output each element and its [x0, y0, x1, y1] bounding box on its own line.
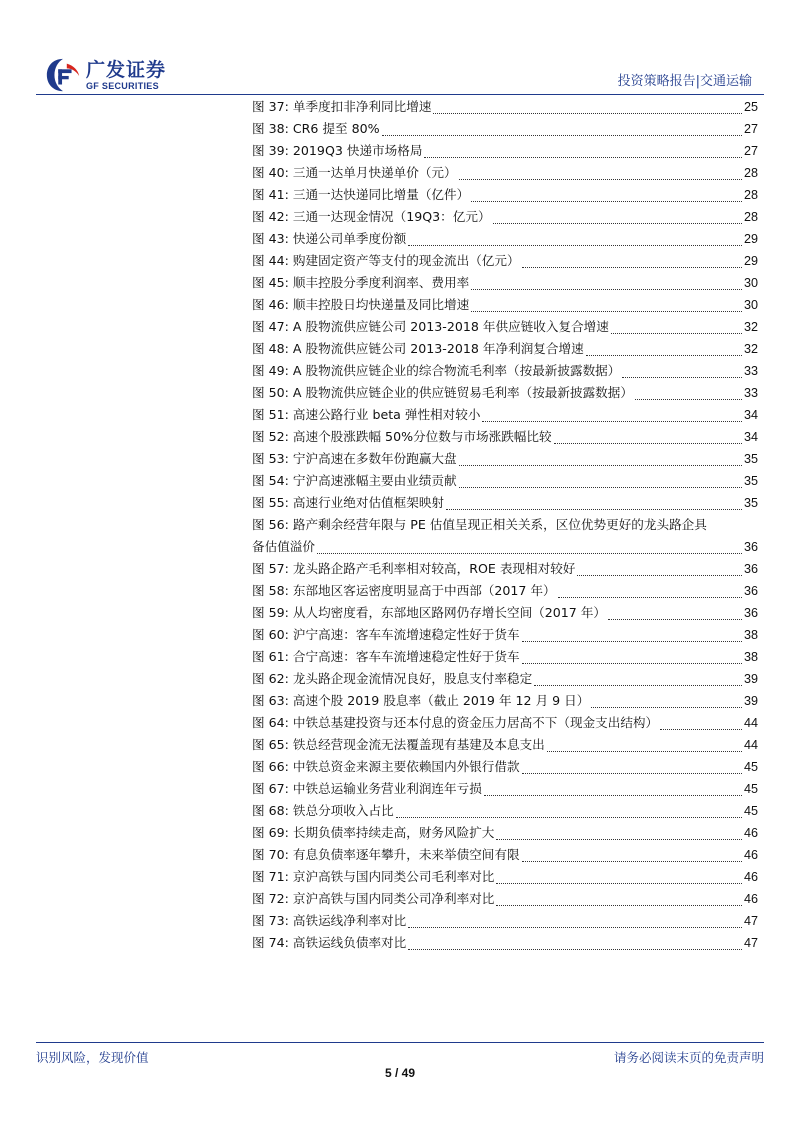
toc-figure-label: 图 57: — [252, 561, 289, 576]
toc-figure-label: 图 66: — [252, 759, 289, 774]
toc-figure-label: 图 56: — [252, 517, 289, 532]
toc-dot-leader — [522, 759, 742, 774]
toc-figure-title: 宁沪高速涨幅主要由业绩贡献 — [292, 473, 457, 488]
toc-row[interactable] — [252, 668, 758, 690]
toc-row[interactable] — [252, 910, 758, 932]
toc-figure-title: A 股物流供应链公司 2013-2018 年供应链收入复合增速 — [292, 319, 609, 334]
toc-page-number: 46 — [743, 892, 758, 906]
toc-figure-title: 中铁总基建投资与还本付息的资金压力居高不下（现金支出结构） — [292, 715, 659, 730]
toc-dot-leader — [522, 649, 742, 664]
company-logo — [44, 54, 166, 96]
gf-logo-icon — [44, 56, 82, 94]
toc-figure-title: 顺丰控股日均快递量及同比增速 — [292, 297, 470, 312]
toc-dot-leader — [522, 847, 742, 862]
toc-row[interactable] — [252, 404, 758, 426]
toc-dot-leader — [577, 561, 742, 576]
toc-row[interactable] — [252, 844, 758, 866]
toc-dot-leader — [459, 473, 742, 488]
toc-dot-leader — [471, 187, 742, 202]
toc-figure-title: 宁沪高速在多数年份跑赢大盘 — [292, 451, 457, 466]
toc-figure-title: 龙头路企路产毛利率相对较高，ROE 表现相对较好 — [292, 561, 576, 576]
toc-dot-leader — [522, 627, 742, 642]
toc-dot-leader — [482, 407, 742, 422]
toc-row[interactable] — [252, 184, 758, 206]
toc-page-number: 33 — [743, 386, 758, 400]
toc-dot-leader — [558, 583, 742, 598]
toc-row[interactable] — [252, 316, 758, 338]
toc-row[interactable] — [252, 558, 758, 580]
toc-row[interactable] — [252, 162, 758, 184]
toc-figure-label: 图 73: — [252, 913, 289, 928]
toc-page-number: 32 — [743, 342, 758, 356]
toc-row[interactable] — [252, 228, 758, 250]
toc-page-number: 36 — [743, 584, 758, 598]
toc-figure-title: CR6 提至 80% — [292, 121, 380, 136]
toc-figure-label: 图 51: — [252, 407, 289, 422]
toc-figure-label: 图 45: — [252, 275, 289, 290]
toc-page-number: 25 — [743, 100, 758, 114]
toc-dot-leader — [317, 539, 742, 554]
toc-figure-label: 图 42: — [252, 209, 289, 224]
toc-figure-label: 图 63: — [252, 693, 289, 708]
toc-figure-title: 顺丰控股分季度利润率、费用率 — [292, 275, 470, 290]
toc-row[interactable] — [252, 734, 758, 756]
toc-row[interactable] — [252, 712, 758, 734]
toc-figure-label: 图 53: — [252, 451, 289, 466]
toc-row[interactable] — [252, 470, 758, 492]
toc-page-number: 28 — [743, 188, 758, 202]
toc-figure-label: 图 40: — [252, 165, 289, 180]
toc-dot-leader — [660, 715, 742, 730]
toc-dot-leader — [471, 297, 742, 312]
toc-dot-leader — [484, 781, 742, 796]
toc-figure-title: 中铁总运输业务营业利润连年亏损 — [292, 781, 482, 796]
toc-figure-label: 图 64: — [252, 715, 289, 730]
toc-row[interactable] — [252, 646, 758, 668]
toc-dot-leader — [496, 869, 742, 884]
toc-figure-title: 高铁运线负债率对比 — [292, 935, 407, 950]
toc-row[interactable] — [252, 888, 758, 910]
toc-row[interactable] — [252, 800, 758, 822]
toc-figure-title: 京沪高铁与国内同类公司毛利率对比 — [292, 869, 495, 884]
toc-page-number: 27 — [743, 122, 758, 136]
page-header — [36, 52, 764, 98]
toc-page-number: 39 — [743, 694, 758, 708]
toc-figure-title: 铁总经营现金流无法覆盖现有基建及本息支出 — [292, 737, 545, 752]
toc-page-number: 35 — [743, 474, 758, 488]
toc-row[interactable] — [252, 96, 758, 118]
toc-figure-title: 高速行业绝对估值框架映射 — [292, 495, 445, 510]
toc-figure-label: 图 65: — [252, 737, 289, 752]
toc-figure-label: 图 39: — [252, 143, 289, 158]
toc-page-number: 35 — [743, 452, 758, 466]
toc-row[interactable] — [252, 602, 758, 624]
toc-figure-label: 图 54: — [252, 473, 289, 488]
toc-dot-leader — [496, 891, 742, 906]
toc-figure-label: 图 60: — [252, 627, 289, 642]
toc-row[interactable] — [252, 448, 758, 470]
toc-figure-title: 有息负债率逐年攀升，未来举债空间有限 — [292, 847, 520, 862]
toc-page-number: 36 — [743, 562, 758, 576]
toc-figure-label: 图 50: — [252, 385, 289, 400]
toc-figure-title: 快递公司单季度份额 — [292, 231, 407, 246]
toc-figure-label: 图 38: — [252, 121, 289, 136]
toc-row[interactable] — [252, 514, 758, 558]
toc-dot-leader — [591, 693, 742, 708]
toc-row[interactable] — [252, 624, 758, 646]
toc-figure-label: 图 41: — [252, 187, 289, 202]
footer-divider — [36, 1042, 764, 1043]
toc-figure-label: 图 48: — [252, 341, 289, 356]
toc-figure-title: 三通一达单月快递单价（元） — [292, 165, 457, 180]
toc-figure-title: 合宁高速：客车车流增速稳定性好于货车 — [292, 649, 520, 664]
toc-figure-label: 图 52: — [252, 429, 289, 444]
toc-figure-title: 高速公路行业 beta 弹性相对较小 — [292, 407, 481, 422]
toc-row[interactable] — [252, 250, 758, 272]
toc-dot-leader — [459, 165, 742, 180]
toc-figure-title: 东部地区客运密度明显高于中西部（2017 年） — [292, 583, 556, 598]
toc-figure-label: 图 67: — [252, 781, 289, 796]
toc-dot-leader — [433, 99, 742, 114]
toc-page-number: 35 — [743, 496, 758, 510]
footer-slogan: 识别风险，发现价值 — [36, 1050, 149, 1065]
toc-figure-title: 中铁总资金来源主要依赖国内外银行借款 — [292, 759, 520, 774]
toc-figure-title: 长期负债率持续走高，财务风险扩大 — [292, 825, 495, 840]
toc-figure-label: 图 70: — [252, 847, 289, 862]
toc-dot-leader — [424, 143, 742, 158]
toc-dot-leader — [622, 363, 742, 378]
toc-figure-title: 购建固定资产等支付的现金流出（亿元） — [292, 253, 520, 268]
toc-figure-label: 图 72: — [252, 891, 289, 906]
toc-figure-label: 图 55: — [252, 495, 289, 510]
toc-page-number: 33 — [743, 364, 758, 378]
toc-figure-title: A 股物流供应链公司 2013-2018 年净利润复合增速 — [292, 341, 584, 356]
toc-figure-label: 图 37: — [252, 99, 289, 114]
toc-figure-label: 图 74: — [252, 935, 289, 950]
toc-dot-leader — [611, 319, 742, 334]
toc-figure-title: 高铁运线净利率对比 — [292, 913, 407, 928]
toc-figure-title: 京沪高铁与国内同类公司净利率对比 — [292, 891, 495, 906]
toc-figure-label: 图 43: — [252, 231, 289, 246]
page-number: 5 / 49 — [384, 1066, 416, 1080]
toc-page-number: 29 — [743, 254, 758, 268]
toc-page-number: 34 — [743, 408, 758, 422]
toc-page-number: 38 — [743, 650, 758, 664]
toc-page-number: 34 — [743, 430, 758, 444]
toc-dot-leader — [496, 825, 742, 840]
toc-figure-title: 路产剩余经营年限与 PE 估值呈现正相关关系，区位优势更好的龙头路企具 — [292, 517, 707, 532]
toc-page-number: 29 — [743, 232, 758, 246]
toc-dot-leader — [408, 913, 742, 928]
toc-figure-title: 从人均密度看，东部地区路网仍存增长空间（2017 年） — [292, 605, 607, 620]
figure-list — [252, 96, 758, 954]
toc-page-number: 45 — [743, 782, 758, 796]
toc-figure-label: 图 46: — [252, 297, 289, 312]
toc-row[interactable] — [252, 206, 758, 228]
toc-page-number: 47 — [743, 936, 758, 950]
toc-figure-title: 三通一达快递同比增量（亿件） — [292, 187, 470, 202]
toc-dot-leader — [408, 935, 742, 950]
toc-row[interactable] — [252, 360, 758, 382]
toc-dot-leader — [493, 209, 742, 224]
toc-figure-label: 图 61: — [252, 649, 289, 664]
logo-chinese-name: 广发证券 — [86, 58, 167, 81]
toc-figure-title: 铁总分项收入占比 — [292, 803, 394, 818]
toc-page-number: 36 — [743, 540, 758, 554]
toc-dot-leader — [408, 231, 742, 246]
toc-figure-title: 高速个股涨跌幅 50%分位数与市场涨跌幅比较 — [292, 429, 552, 444]
toc-figure-title: 龙头路企现金流情况良好，股息支付率稳定 — [292, 671, 533, 686]
toc-page-number: 28 — [743, 210, 758, 224]
header-divider — [36, 94, 764, 95]
toc-page-number: 44 — [743, 716, 758, 730]
toc-dot-leader — [382, 121, 742, 136]
toc-page-number: 27 — [743, 144, 758, 158]
toc-dot-leader — [522, 253, 742, 268]
toc-page-number: 30 — [743, 298, 758, 312]
toc-row[interactable] — [252, 866, 758, 888]
toc-figure-title: 三通一达现金情况（19Q3：亿元） — [292, 209, 491, 224]
toc-figure-label: 图 59: — [252, 605, 289, 620]
toc-figure-label: 图 44: — [252, 253, 289, 268]
toc-dot-leader — [547, 737, 742, 752]
toc-figure-label: 图 62: — [252, 671, 289, 686]
toc-page-number: 39 — [743, 672, 758, 686]
toc-figure-title: A 股物流供应链企业的综合物流毛利率（按最新披露数据） — [292, 363, 621, 378]
toc-dot-leader — [554, 429, 742, 444]
toc-page-number: 46 — [743, 870, 758, 884]
toc-page-number: 45 — [743, 760, 758, 774]
toc-figure-label: 图 47: — [252, 319, 289, 334]
toc-figure-title-cont: 备估值溢价 — [252, 539, 315, 554]
toc-page-number: 44 — [743, 738, 758, 752]
toc-dot-leader — [586, 341, 742, 356]
toc-row[interactable] — [252, 580, 758, 602]
toc-row[interactable] — [252, 778, 758, 800]
toc-dot-leader — [459, 451, 742, 466]
toc-row[interactable] — [252, 272, 758, 294]
toc-figure-title: A 股物流供应链企业的供应链贸易毛利率（按最新披露数据） — [292, 385, 633, 400]
report-type: 投资策略报告|交通运输 — [617, 74, 752, 89]
toc-row[interactable] — [252, 294, 758, 316]
toc-dot-leader — [608, 605, 742, 620]
toc-dot-leader — [471, 275, 742, 290]
toc-row[interactable] — [252, 822, 758, 844]
toc-page-number: 47 — [743, 914, 758, 928]
toc-page-number: 28 — [743, 166, 758, 180]
toc-figure-label: 图 58: — [252, 583, 289, 598]
toc-figure-title: 沪宁高速：客车车流增速稳定性好于货车 — [292, 627, 520, 642]
toc-row[interactable] — [252, 140, 758, 162]
footer-disclaimer: 请务必阅读末页的免责声明 — [613, 1050, 764, 1065]
toc-figure-label: 图 69: — [252, 825, 289, 840]
toc-dot-leader — [635, 385, 742, 400]
toc-row[interactable] — [252, 426, 758, 448]
toc-page-number: 46 — [743, 826, 758, 840]
toc-row[interactable] — [252, 756, 758, 778]
toc-row[interactable] — [252, 118, 758, 140]
toc-row[interactable] — [252, 492, 758, 514]
toc-dot-leader — [396, 803, 742, 818]
toc-row[interactable] — [252, 382, 758, 404]
toc-page-number: 46 — [743, 848, 758, 862]
toc-row[interactable] — [252, 932, 758, 954]
toc-figure-title: 单季度扣非净利同比增速 — [292, 99, 432, 114]
toc-figure-title: 2019Q3 快递市场格局 — [292, 143, 423, 158]
toc-page-number: 38 — [743, 628, 758, 642]
toc-figure-label: 图 49: — [252, 363, 289, 378]
toc-page-number: 45 — [743, 804, 758, 818]
toc-row[interactable] — [252, 690, 758, 712]
toc-dot-leader — [534, 671, 742, 686]
toc-dot-leader — [446, 495, 742, 510]
toc-figure-label: 图 71: — [252, 869, 289, 884]
toc-figure-title: 高速个股 2019 股息率（截止 2019 年 12 月 9 日） — [292, 693, 590, 708]
toc-row[interactable] — [252, 338, 758, 360]
toc-page-number: 36 — [743, 606, 758, 620]
toc-page-number: 30 — [743, 276, 758, 290]
toc-page-number: 32 — [743, 320, 758, 334]
toc-figure-label: 图 68: — [252, 803, 289, 818]
logo-english-name: GF SECURITIES — [86, 80, 159, 91]
